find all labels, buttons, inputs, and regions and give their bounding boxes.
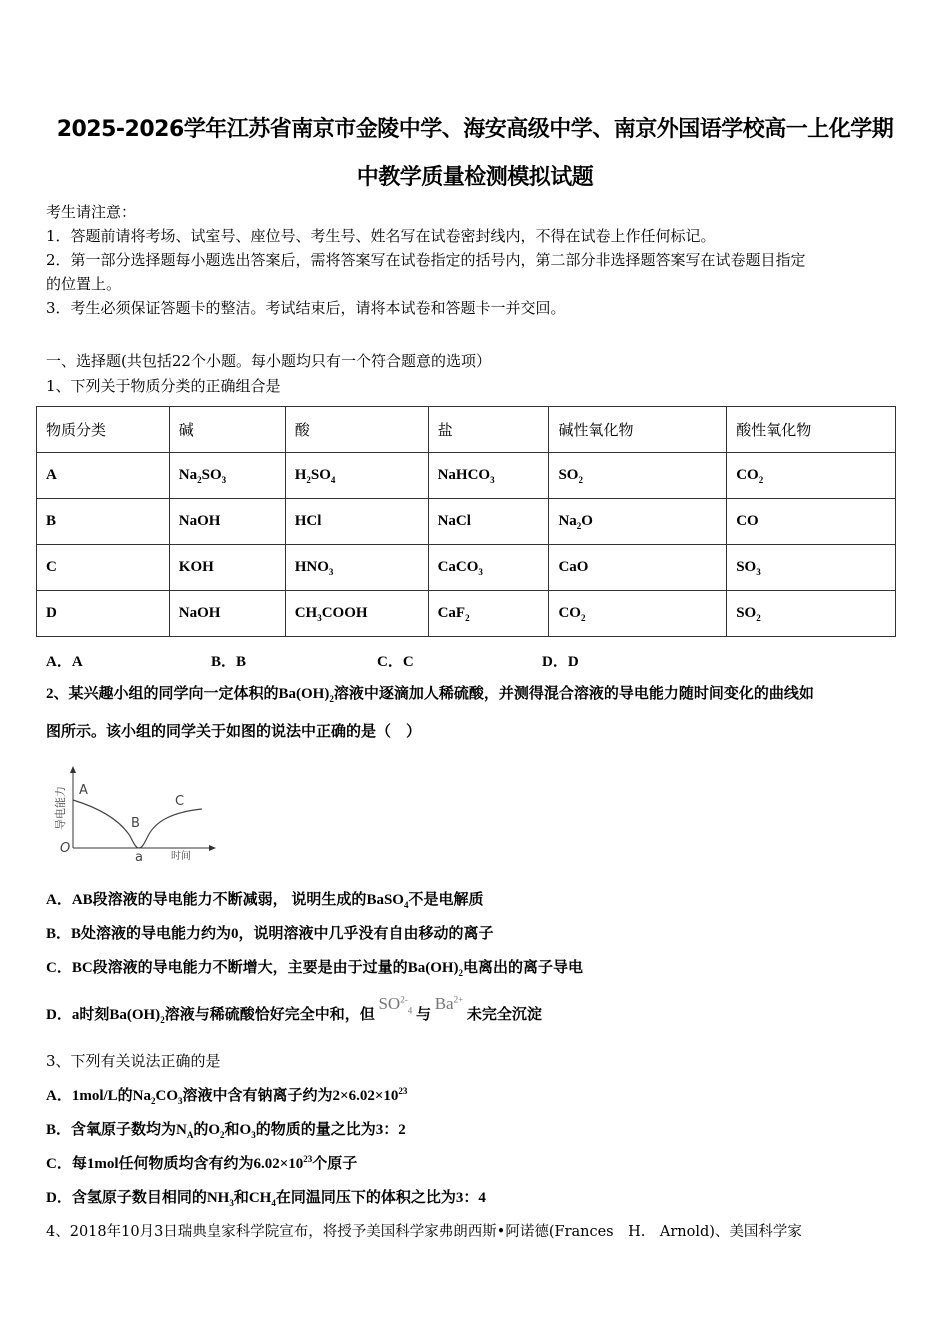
- notice-block: [46, 200, 916, 320]
- notice-item-3: 3．考生必须保证答题卡的整洁。考试结束后，请将本试卷和答题卡一并交回。: [46, 299, 566, 317]
- sulfate-ion: $SO^{2-}_4$: [378, 994, 413, 1016]
- y-axis-arrow-icon: [70, 766, 76, 773]
- q2-option-b[interactable]: B．B处溶液的导电能力约为0，说明溶液中几乎没有自由移动的离子: [46, 926, 494, 942]
- q2-option-a[interactable]: A．AB段溶液的导电能力不断减弱， 说明生成的BaSO$_4$不是电解质: [46, 892, 484, 910]
- header-cell: 盐: [428, 407, 549, 453]
- q1-option-a[interactable]: A．A: [46, 654, 83, 670]
- conductivity-curve-figure: [44, 764, 219, 864]
- header-cell: 酸: [285, 407, 428, 453]
- cell-basic-oxide: $Na_2O$: [549, 499, 727, 545]
- cell-salt: NaHCO$_3$: [428, 453, 549, 499]
- label-c: C: [175, 794, 185, 809]
- cell-acid: $HNO_3$: [285, 545, 428, 591]
- header-cell: 酸性氧化物: [727, 407, 896, 453]
- cell-acidic-oxide: $CO_2$: [727, 453, 896, 499]
- cell-acid: HCl: [285, 499, 428, 545]
- table-row: [37, 453, 896, 499]
- row-label: C: [37, 545, 170, 591]
- header-cell: 物质分类: [37, 407, 170, 453]
- q2-option-c[interactable]: C．BC段溶液的导电能力不断增大，主要是由于过量的$Ba(OH)_2$电离出的离子导电: [46, 960, 584, 978]
- table-row: [37, 499, 896, 545]
- origin-label: O: [60, 841, 71, 856]
- document-title-line2: 中教学质量检测模拟试题: [356, 165, 594, 190]
- document-title-line1: 2025-2026学年江苏省南京市金陵中学、海安高级中学、南京外国语学校高一上化学期: [56, 117, 894, 142]
- notice-item-1: 1．答题前请将考场、试室号、座位号、考生号、姓名写在试卷密封线内，不得在试卷上作任何标记。: [46, 227, 716, 245]
- cell-base: NaOH: [169, 591, 285, 637]
- cell-salt: CaF$_2$: [428, 591, 549, 637]
- header-cell: 碱: [169, 407, 285, 453]
- label-b: B: [131, 816, 140, 831]
- table-row: [37, 545, 896, 591]
- q2-option-d[interactable]: D．a时刻$Ba(OH)_2$溶液与稀硫酸恰好完全中和，但 $SO^{2-}_4$ 与 $Ba^{2+}$ 未完全沉淀: [46, 994, 542, 1025]
- row-label: D: [37, 591, 170, 637]
- table-row: [37, 591, 896, 637]
- cell-acid: $CH_3COOH$: [285, 591, 428, 637]
- q4-stem: 4、2018年10月3日瑞典皇家科学院宣布，将授予美国科学家弗朗西斯•阿诺德(Frances H. Arnold)、美国科学家: [46, 1224, 802, 1240]
- notice-item-2-cont: 的位置上。: [46, 275, 122, 293]
- row-label: A: [37, 453, 170, 499]
- cell-base: $Na_2SO_3$: [169, 453, 285, 499]
- cell-acid: $H_2SO_4$: [285, 453, 428, 499]
- header-cell: 碱性氧化物: [549, 407, 727, 453]
- notice-heading: 考生请注意：: [46, 203, 137, 221]
- q1-option-b[interactable]: B．B: [211, 654, 247, 670]
- cell-acidic-oxide: CO: [727, 499, 896, 545]
- barium-ion: $Ba^{2+}$: [434, 994, 464, 1013]
- q3-stem: 3、下列有关说法正确的是: [46, 1052, 221, 1070]
- q3-option-c[interactable]: C．每1mol任何物质均含有约为$6.02\times 10^{23}$个原子: [46, 1154, 358, 1172]
- q1-option-c[interactable]: C．C: [377, 654, 414, 670]
- cell-basic-oxide: CaO: [549, 545, 727, 591]
- y-axis-label: 导电能力: [54, 786, 67, 830]
- label-a: A: [79, 783, 88, 798]
- q3-option-b[interactable]: B．含氧原子数均为$N_A$的$O_2$和$O_3$的物质的量之比为3：2: [46, 1122, 406, 1140]
- x-axis-arrow-icon: [209, 845, 216, 851]
- row-label: B: [37, 499, 170, 545]
- cell-basic-oxide: $CO_2$: [549, 591, 727, 637]
- cell-salt: NaCl: [428, 499, 549, 545]
- x-axis-label: 时间: [171, 851, 191, 862]
- q2-stem-line2: 图所示。该小组的同学关于如图的说法中正确的是（ ）: [46, 724, 422, 740]
- q1-option-d[interactable]: D．D: [542, 654, 579, 670]
- table-header-row: [37, 407, 896, 453]
- cell-acidic-oxide: $SO_3$: [727, 545, 896, 591]
- cell-base: KOH: [169, 545, 285, 591]
- q3-option-a[interactable]: A．1mol/L的$Na_2CO_3$溶液中含有钠离子约为$2\times 6.02\times 10^{23}$: [46, 1086, 408, 1106]
- q1-stem: 1、下列关于物质分类的正确组合是: [46, 377, 281, 395]
- cell-acidic-oxide: $SO_2$: [727, 591, 896, 637]
- x-mark-a: a: [135, 850, 143, 864]
- cell-salt: CaCO$_3$: [428, 545, 549, 591]
- q2-stem-line1: 2、某兴趣小组的同学向一定体积的$Ba(OH)_2$溶液中逐滴加人稀硫酸，并测得混合溶液的导电能力随时间变化的曲线如: [46, 686, 814, 704]
- cell-base: NaOH: [169, 499, 285, 545]
- section-heading: 一、选择题(共包括22个小题。每小题均只有一个符合题意的选项）: [46, 352, 491, 370]
- q3-option-d[interactable]: D．含氢原子数目相同的$NH_3$和$CH_4$在同温同压下的体积之比为3：4: [46, 1190, 486, 1208]
- classification-table: [36, 406, 896, 637]
- notice-item-2: 2．第一部分选择题每小题选出答案后，需将答案写在试卷指定的括号内，第二部分非选择题答案写在试卷题目指定: [46, 251, 806, 269]
- cell-basic-oxide: $SO_2$: [549, 453, 727, 499]
